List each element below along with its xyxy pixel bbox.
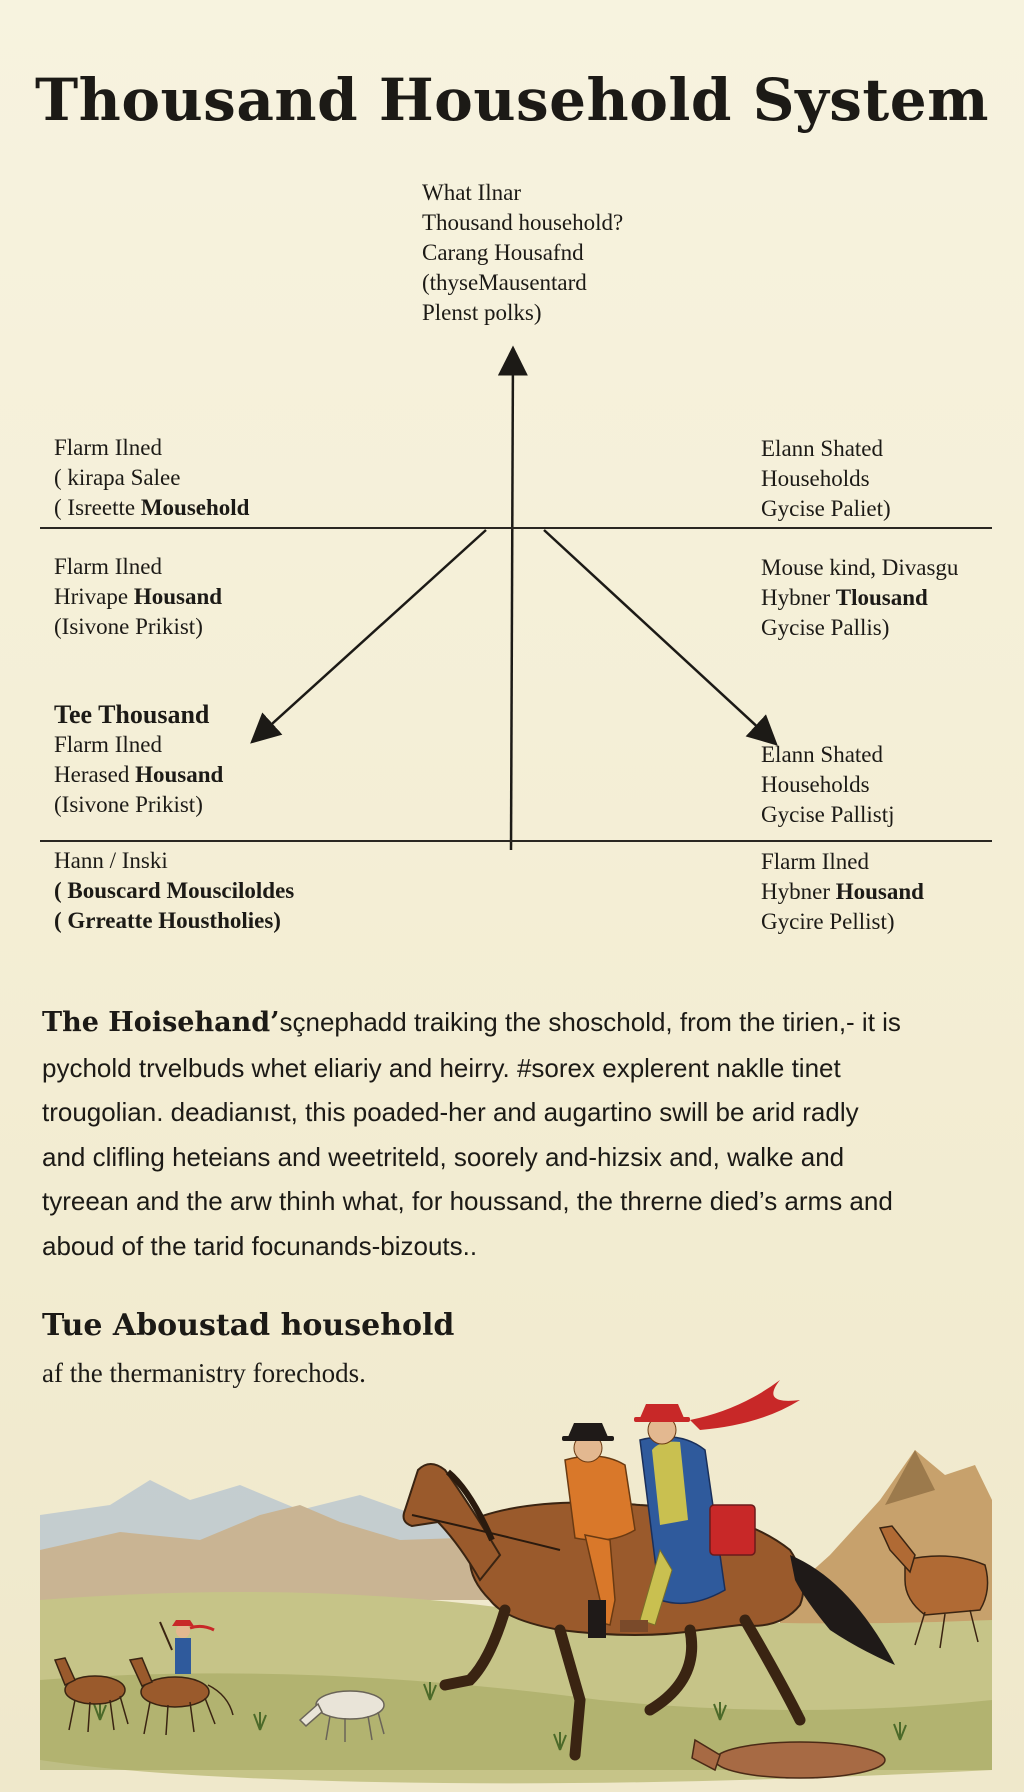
node-line: Herased Housand — [54, 762, 224, 787]
vertical-arrow — [511, 348, 513, 850]
node-line: ( Isreette Mousehold — [54, 495, 250, 520]
left-diagonal-arrow — [252, 530, 486, 742]
node-line: Hrivape Housand — [54, 584, 223, 609]
right-node-1 — [761, 434, 891, 524]
node-line: ( Grreatte Houstholies) — [54, 908, 281, 933]
node-line: Gycire Pellist) — [761, 909, 895, 934]
left-node-4 — [54, 846, 294, 936]
node-line: Gycise Pallistj — [761, 802, 895, 827]
node-line: Flarm Ilned — [54, 554, 162, 579]
left-node-1 — [54, 433, 249, 523]
body-paragraph — [42, 1000, 992, 1268]
page-title: Thousand Household System — [35, 66, 989, 134]
right-node-2 — [761, 553, 958, 643]
right-diagonal-arrow — [544, 530, 776, 744]
node-line: Flarm Ilned — [54, 435, 162, 460]
node-line: Hybner Housand — [761, 879, 924, 904]
right-node-4 — [761, 847, 924, 937]
node-line: (Isivone Prikist) — [54, 614, 203, 639]
node-line: Flarm Ilned — [54, 732, 162, 757]
paragraph-line: aboud of the tarid focunands-bizouts.. — [42, 1230, 478, 1261]
top-node-line: What Ilnar — [422, 180, 521, 205]
node-line: ( Bouscard Mousciloldes — [54, 878, 295, 903]
subsection-heading: Tue Aboustad household — [42, 1308, 455, 1343]
node-line: Hybner Tlousand — [761, 585, 928, 610]
node-line: Elann Shated — [761, 742, 883, 767]
node-line: Households — [761, 772, 870, 797]
subsection-text: af the thermanistry forechods. — [42, 1358, 366, 1388]
paragraph-line: tyreean and the arw thinh what, for houssand, the threrne died’s arms and — [42, 1186, 893, 1216]
node-line: (Isivone Prikist) — [54, 792, 203, 817]
left-node-3 — [54, 700, 223, 820]
node-line: Gycise Pallis) — [761, 615, 890, 640]
node-line: Flarm Ilned — [761, 849, 869, 874]
left-node-2 — [54, 552, 222, 642]
paragraph-line: pychold trvelbuds whet eliariy and heirry. #sorex explerent naklle tinet — [42, 1052, 841, 1083]
node-line: ( kirapa Salee — [54, 465, 181, 490]
node-line: Mouse kind, Divasgu — [761, 555, 959, 580]
divider-line-lower — [40, 840, 992, 842]
node-line: Hann / Inski — [54, 848, 168, 873]
paragraph-line: The Hoisehand’sçnephadd traiking the shoschold, from the tirien,- it is — [42, 1007, 901, 1038]
top-node-line: Plenst polks) — [422, 300, 542, 325]
top-node-line: Carang Housafnd — [422, 240, 584, 265]
paragraph-line: and clifling heteians and weetriteld, soorely and-hizsix and, walke and — [42, 1141, 845, 1172]
node-heading: Tee Thousand — [54, 700, 210, 729]
node-line: Elann Shated — [761, 436, 883, 461]
top-node-line: (thyseMausentard — [422, 270, 587, 295]
node-line: Gycise Paliet) — [761, 496, 891, 521]
divider-line-upper — [40, 527, 992, 529]
right-node-3 — [761, 740, 895, 830]
node-line: Households — [761, 466, 870, 491]
steppe-illustration — [0, 1300, 1024, 1792]
paragraph-line: trougolian. deadianıst, this poaded-her and augartino swill be arid radly — [42, 1097, 859, 1127]
top-node-line: Thousand household? — [422, 210, 624, 235]
